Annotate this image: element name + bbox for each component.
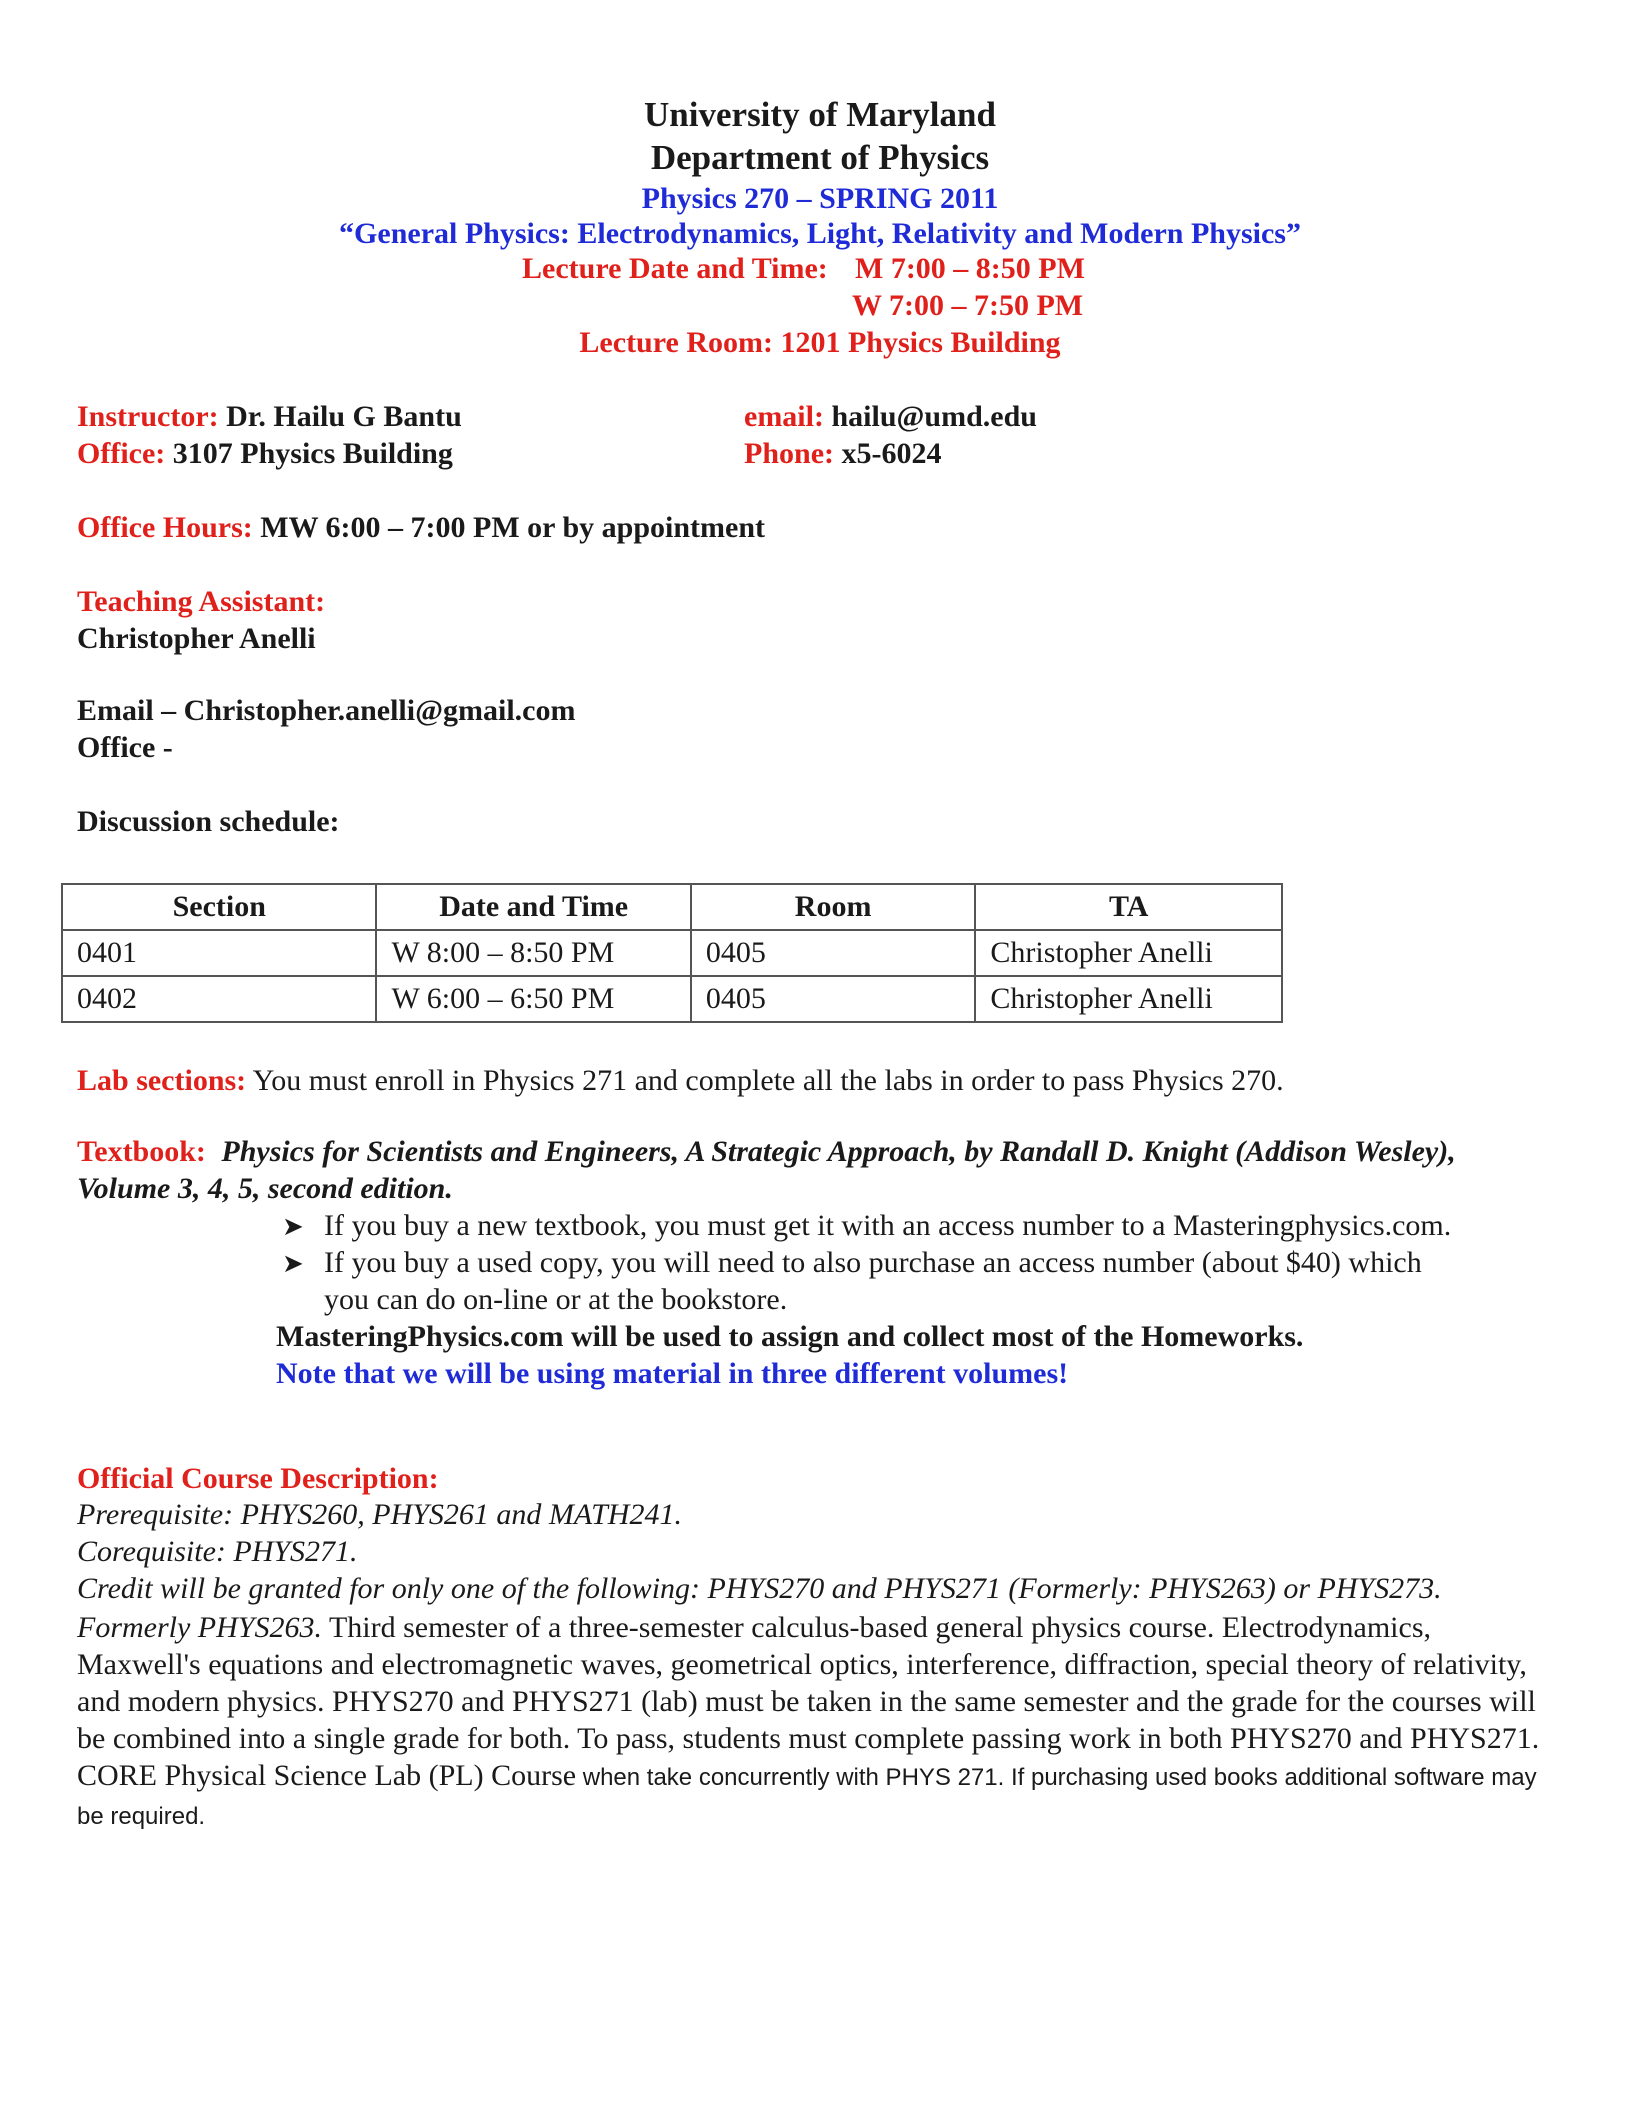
instructor-name: Dr. Hailu G Bantu	[226, 400, 462, 433]
discussion-table	[61, 883, 1283, 1023]
textbook-bullet-used	[282, 1246, 1422, 1280]
textbook-label: Textbook:	[77, 1135, 206, 1168]
ta-office: Office -	[77, 731, 173, 764]
prerequisite: Prerequisite: PHYS260, PHYS261 and MATH241.	[77, 1498, 682, 1531]
office-label: Office:	[77, 437, 166, 470]
course-description-body	[77, 1609, 1557, 1835]
cell-ta: Christopher Anelli	[975, 976, 1282, 1022]
instructor-label: Instructor:	[77, 400, 219, 433]
volumes-note: Note that we will be using material in three different volumes!	[276, 1357, 1069, 1390]
cell-room: 0405	[691, 930, 976, 976]
phone-label: Phone:	[744, 437, 834, 470]
textbook-title: Physics for Scientists and Engineers, A Strategic Approach, by Randall D. Knight (Addison Wesley),	[221, 1135, 1456, 1168]
textbook-bullet-new	[282, 1209, 1451, 1243]
email-line	[744, 400, 1037, 434]
ta-name: Christopher Anelli	[77, 622, 316, 655]
cell-room: 0405	[691, 976, 976, 1022]
email-label: email:	[744, 400, 824, 433]
col-header-datetime: Date and Time	[376, 884, 690, 930]
col-header-ta: TA	[975, 884, 1282, 930]
instructor-line	[77, 400, 462, 434]
table-header-row	[62, 884, 1282, 930]
bullet-text: If you buy a new textbook, you must get it with an access number to a Masteringphysics.com.	[324, 1209, 1452, 1242]
cell-datetime: W 8:00 – 8:50 PM	[376, 930, 690, 976]
cell-section: 0402	[62, 976, 376, 1022]
office-value: 3107 Physics Building	[172, 437, 453, 470]
office-hours-label: Office Hours:	[77, 511, 253, 544]
lab-sections-line	[77, 1064, 1284, 1098]
description-tail: when take concurrently with PHYS 271. If purchasing used books additional software may be required.	[77, 1764, 1537, 1830]
course-title: “General Physics: Electrodynamics, Light, Relativity and Modern Physics”	[339, 217, 1301, 250]
lab-sections-label: Lab sections:	[77, 1064, 247, 1097]
lecture-time-monday: M 7:00 – 8:50 PM	[855, 252, 1085, 285]
cell-ta: Christopher Anelli	[975, 930, 1282, 976]
office-hours-line	[77, 511, 765, 545]
credit-note: Credit will be granted for only one of the following: PHYS270 and PHYS271 (Formerly: PHYS263) or PHYS273.	[77, 1572, 1442, 1605]
description-text: Third semester of a three-semester calculus-based general physics course. Electrodynamics, Maxwell's equations and electromagnetic waves, geometrical optics, interference, diffraction, special theory of relativity, and modern physics. PHYS270 and PHYS271 (lab) must be taken in the same semester and the grade for the courses will be combined into a single grade for both. To pass, students must complete passing work in both PHYS270 and PHYS271. CORE Physical Science Lab (PL) Course	[77, 1611, 1540, 1792]
arrow-bullet-icon: ➤	[282, 1249, 304, 1279]
lecture-room: Lecture Room: 1201 Physics Building	[579, 326, 1061, 359]
course-description-label: Official Course Description:	[77, 1462, 439, 1495]
table-row	[62, 976, 1282, 1022]
instructor-phone: x5-6024	[841, 437, 942, 470]
ta-email: Email – Christopher.anelli@gmail.com	[77, 694, 576, 727]
lab-sections-text: You must enroll in Physics 271 and complete all the labs in order to pass Physics 270.	[246, 1064, 1284, 1097]
corequisite: Corequisite: PHYS271.	[77, 1535, 358, 1568]
col-header-room: Room	[691, 884, 976, 930]
phone-line	[744, 437, 942, 471]
cell-datetime: W 6:00 – 6:50 PM	[376, 976, 690, 1022]
cell-section: 0401	[62, 930, 376, 976]
lecture-time-wednesday: W 7:00 – 7:50 PM	[852, 289, 1084, 322]
lecture-time-label: Lecture Date and Time:	[522, 252, 828, 285]
university-title: University of Maryland	[644, 95, 996, 134]
office-line	[77, 437, 453, 471]
textbook-line	[77, 1135, 1456, 1169]
office-hours-value: MW 6:00 – 7:00 PM or by appointment	[260, 511, 765, 544]
arrow-bullet-icon: ➤	[282, 1212, 304, 1242]
course-number: Physics 270 – SPRING 2011	[641, 182, 999, 215]
textbook-volumes: Volume 3, 4, 5, second edition.	[77, 1172, 453, 1205]
mastering-physics-note: MasteringPhysics.com will be used to assign and collect most of the Homeworks.	[276, 1320, 1304, 1353]
ta-label: Teaching Assistant:	[77, 585, 326, 618]
textbook-bullet-used-cont: you can do on-line or at the bookstore.	[324, 1283, 788, 1316]
discussion-label: Discussion schedule:	[77, 805, 340, 838]
department-title: Department of Physics	[650, 138, 990, 177]
col-header-section: Section	[62, 884, 376, 930]
instructor-email: hailu@umd.edu	[831, 400, 1037, 433]
formerly-note: Formerly PHYS263.	[77, 1611, 322, 1644]
table-row	[62, 930, 1282, 976]
bullet-text: If you buy a used copy, you will need to also purchase an access number (about $40) which	[324, 1246, 1422, 1279]
